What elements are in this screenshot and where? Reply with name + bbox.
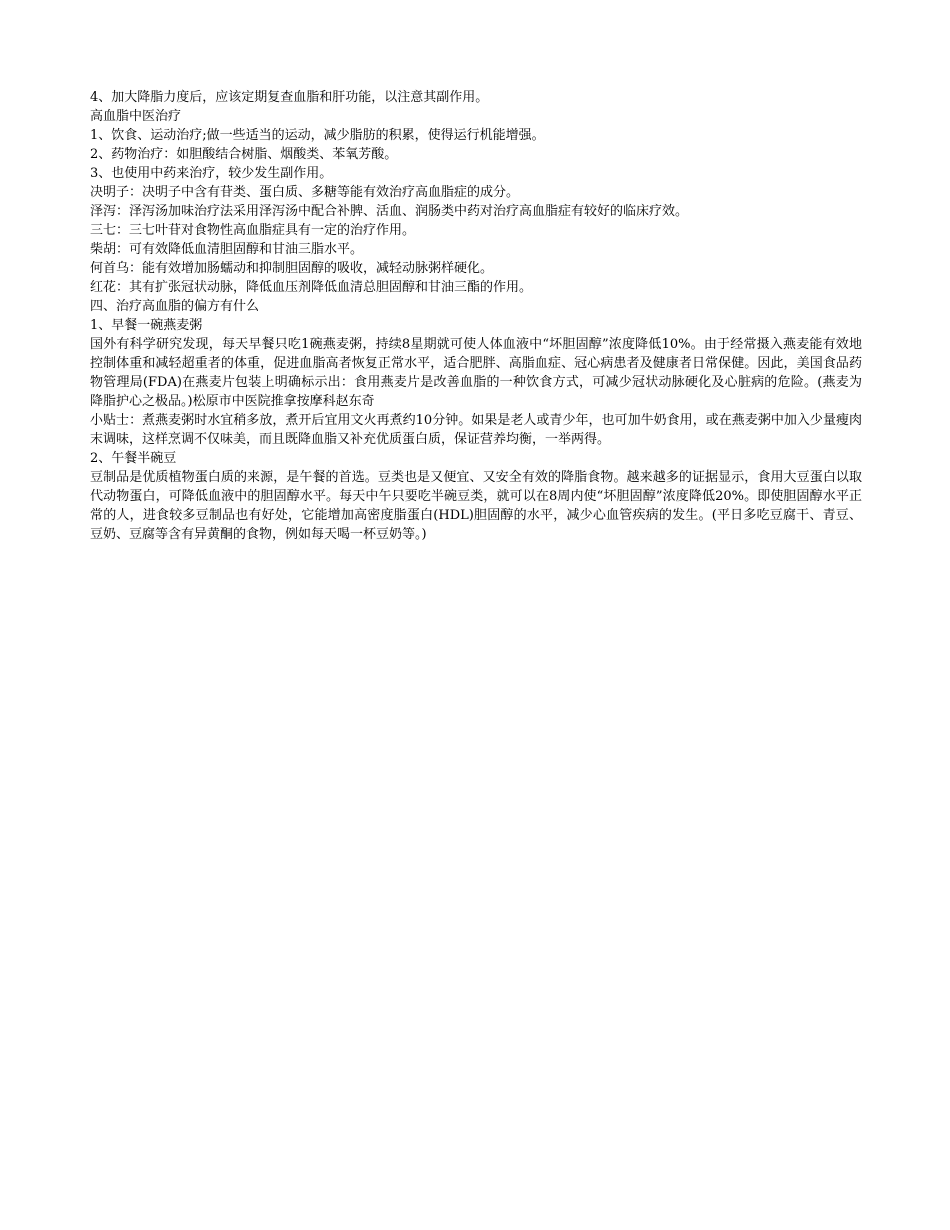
paragraph-oats: 国外有科学研究发现，每天早餐只吃1碗燕麦粥，持续8星期就可使人体血液中“坏胆固醇”浓度降低10%。由于经常摄入燕麦能有效地控制体重和减轻超重者的体重，促进血脂高者恢复正常水平，适合肥胖、高脂血症、冠心病患者及健康者日常保健。因此，美国食品药物管理局(FDA)在燕麦片包装上明确标示出：食用燕麦片是改善血脂的一种饮食方式，可减少冠状动脉硬化及心脏病的危险。(燕麦为降脂护心之极品。)松原市中医院推拿按摩科赵东奇 [90, 337, 862, 409]
text-line-lipid-monitoring: 4、加大降脂力度后，应该定期复查血脂和肝功能，以注意其副作用。 [90, 90, 489, 105]
text-line-diet-exercise: 1、饮食、运动治疗;做一些适当的运动，减少脂肪的积累，使得运行机能增强。 [90, 128, 545, 143]
text-line-heshouwu: 何首乌：能有效增加肠蠕动和抑制胆固醇的吸收，减轻动脉粥样硬化。 [90, 261, 494, 276]
paragraph-tip: 小贴士：煮燕麦粥时水宜稍多放，煮开后宜用文火再煮约10分钟。如果是老人或青少年，也可加牛奶食用，或在燕麦粥中加入少量瘦肉末调味，这样烹调不仅味美，而且既降血脂又补充优质蛋白质，保证营养均衡，一举两得。 [90, 413, 862, 447]
text-line-drug-therapy: 2、药物治疗：如胆酸结合树脂、烟酸类、苯氧芳酸。 [90, 147, 398, 162]
document-page [90, 88, 862, 544]
section-heading-tcm-treatment: 高血脂中医治疗 [90, 109, 182, 124]
subheading-lunch-beans: 2、午餐半碗豆 [90, 451, 177, 466]
paragraph-soy: 豆制品是优质植物蛋白质的来源，是午餐的首选。豆类也是又便宜、又安全有效的降脂食物。越来越多的证据显示，食用大豆蛋白以取代动物蛋白，可降低血液中的胆固醇水平。每天中午只要吃半碗豆类，就可以在8周内使“坏胆固醇”浓度降低20%。即使胆固醇水平正常的人，进食较多豆制品也有好处，它能增加高密度脂蛋白(HDL)胆固醇的水平，减少心血管疾病的发生。(平日多吃豆腐干、青豆、豆奶、豆腐等含有异黄酮的食物，例如每天喝一杯豆奶等。) [90, 470, 862, 542]
text-line-juemingzi: 决明子：决明子中含有苷类、蛋白质、多糖等能有效治疗高血脂症的成分。 [90, 185, 520, 200]
text-line-sanqi: 三七：三七叶苷对食物性高血脂症具有一定的治疗作用。 [90, 223, 416, 238]
text-line-honghua: 红花：其有扩张冠状动脉，降低血压剂降低血清总胆固醇和甘油三酯的作用。 [90, 280, 533, 295]
subheading-breakfast-oats: 1、早餐一碗燕麦粥 [90, 318, 203, 333]
text-line-chaihu: 柴胡：可有效降低血清胆固醇和甘油三脂水平。 [90, 242, 364, 257]
text-line-zexie: 泽泻：泽泻汤加味治疗法采用泽泻汤中配合补脾、活血、润肠类中药对治疗高血脂症有较好的临床疗效。 [90, 204, 689, 219]
section-heading-folk-remedies: 四、治疗高血脂的偏方有什么 [90, 299, 260, 314]
text-line-herbal-medicine: 3、也使用中药来治疗，较少发生副作用。 [90, 166, 333, 181]
